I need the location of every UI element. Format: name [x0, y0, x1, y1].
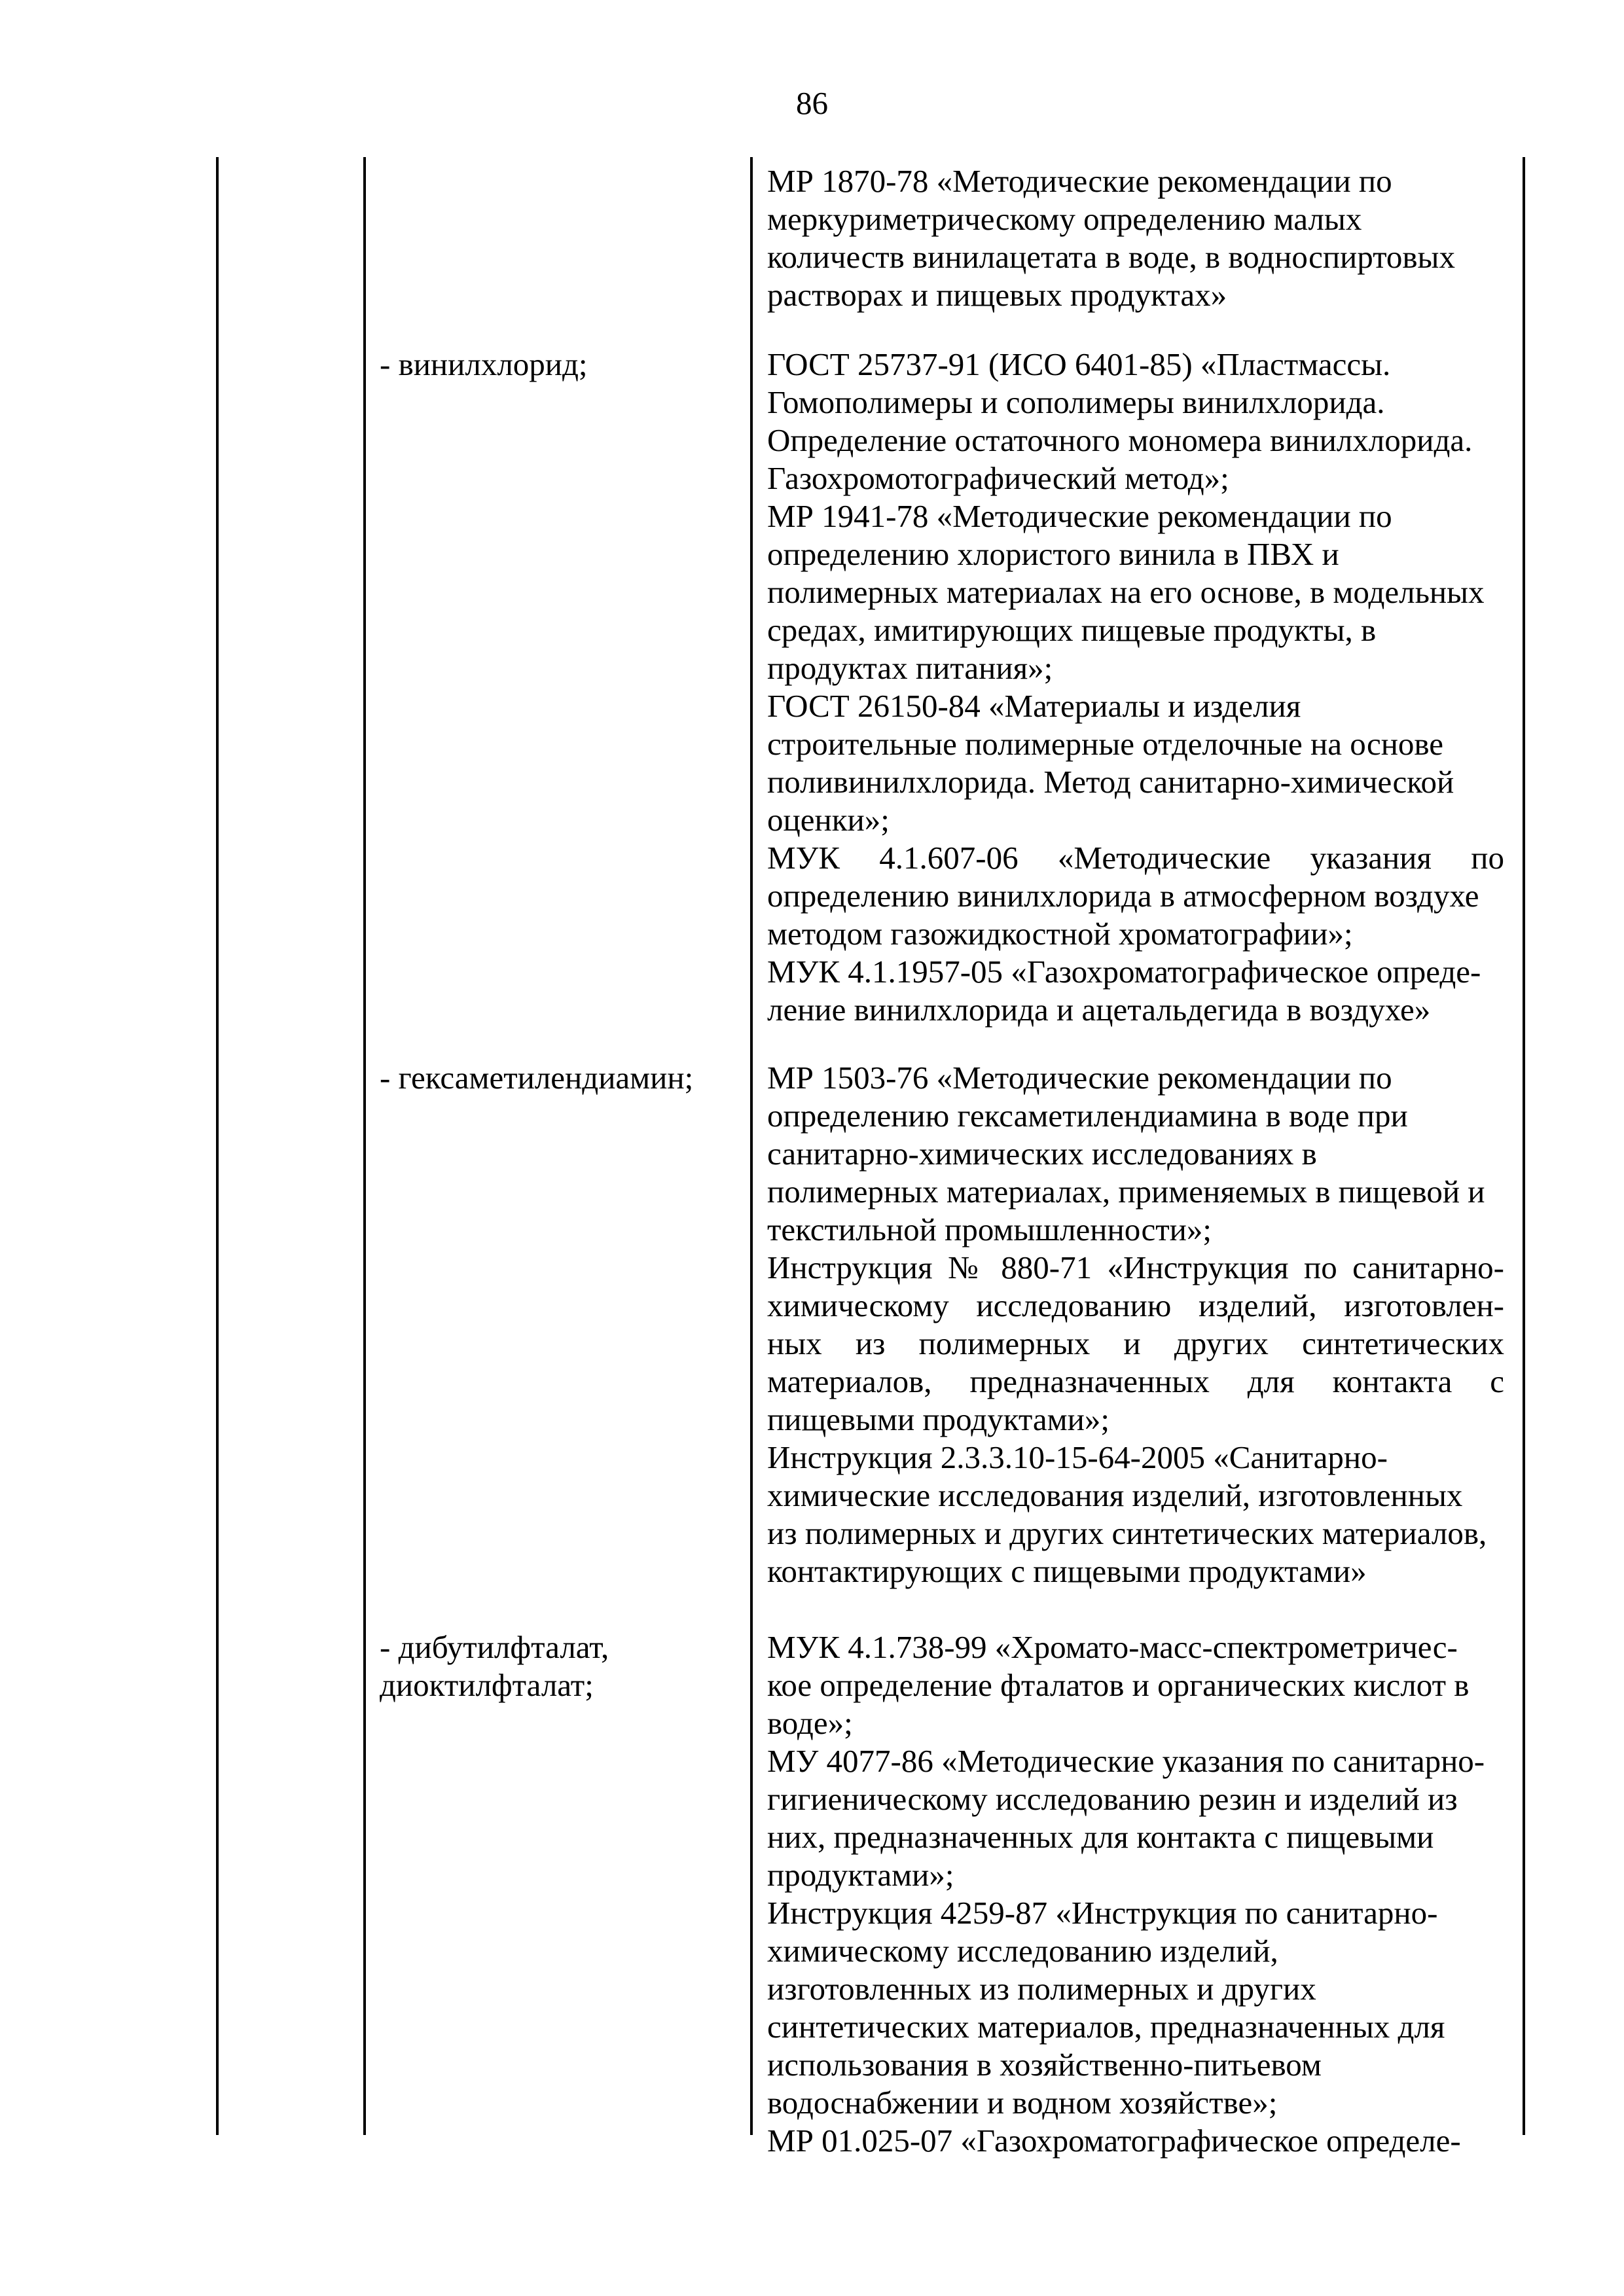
document-text-line: них, предназначенных для контакта с пищевыми [767, 1819, 1434, 1855]
method-documents-cell [767, 346, 1504, 1029]
document-text-line: гигиеническому исследованию резин и изделий из [767, 1781, 1458, 1817]
table-border-left [216, 157, 219, 2135]
document-text-line: Определение остаточного мономера винилхлорида. [767, 422, 1473, 458]
document-text-line: синтетических материалов, предназначенных для [767, 2009, 1445, 2045]
substance-name: - винилхлорид; [380, 346, 588, 382]
document-text-line: строительные полимерные отделочные на основе [767, 726, 1444, 762]
document-text-line: ГОСТ 26150-84 «Материалы и изделия [767, 688, 1301, 724]
document-text-line: МР 1941-78 «Методические рекомендации по [767, 498, 1392, 534]
document-text-line: ГОСТ 25737-91 (ИСО 6401-85) «Пластмассы. [767, 346, 1391, 382]
document-text-line: Инструкция 4259-87 «Инструкция по санитарно- [767, 1895, 1438, 1931]
document-text-line: химическому исследованию изделий, [767, 1933, 1278, 1969]
document-text-line: МУК 4.1.738-99 «Хромато-масс-спектрометричес- [767, 1629, 1458, 1665]
document-text-line: химические исследования изделий, изготовленных [767, 1477, 1463, 1513]
substance-name: - дибутилфталат, [380, 1629, 609, 1665]
document-text-line: определению хлористого винила в ПВХ и [767, 536, 1339, 572]
document-text-line: полимерных материалах на его основе, в модельных [767, 574, 1485, 610]
document-text-line: пищевыми продуктами»; [767, 1401, 1110, 1437]
page-number: 86 [796, 85, 828, 121]
document-text-line: материалов, предназначенных для контакта с [767, 1363, 1504, 1399]
substance-name: диоктилфталат; [380, 1667, 594, 1703]
document-text-line: Гомополимеры и сополимеры винилхлорида. [767, 384, 1385, 420]
document-text-line: меркуриметрическому определению малых [767, 201, 1362, 237]
document-text-line: МР 01.025-07 «Газохроматографическое определе- [767, 2123, 1461, 2159]
document-text-line: поливинилхлорида. Метод санитарно-химической [767, 764, 1454, 800]
method-documents-cell [767, 162, 1504, 314]
table-border-col3 [750, 157, 753, 2135]
method-documents-cell [767, 1628, 1504, 2160]
method-documents-cell [767, 1059, 1504, 1590]
document-text-line: определению гексаметилендиамина в воде при [767, 1098, 1408, 1134]
document-text-line: продуктами»; [767, 1857, 954, 1893]
document-text-line: ных из полимерных и других синтетических [767, 1325, 1504, 1361]
table-border-col2 [363, 157, 366, 2135]
document-text-line: ление винилхлорида и ацетальдегида в воздухе» [767, 992, 1431, 1028]
document-text-line: оценки»; [767, 802, 890, 838]
document-text-line: количеств винилацетата в воде, в водноспиртовых [767, 239, 1455, 275]
document-text-line: изготовленных из полимерных и других [767, 1971, 1316, 2007]
document-text-line: кое определение фталатов и органических кислот в [767, 1667, 1470, 1703]
document-text-line: растворах и пищевых продуктах» [767, 277, 1227, 313]
document-text-line: Инструкция 2.3.3.10-15-64-2005 «Санитарно- [767, 1439, 1388, 1475]
document-text-line: МУК 4.1.607-06 «Методические указания по [767, 840, 1504, 876]
document-text-line: МР 1870-78 «Методические рекомендации по [767, 163, 1392, 199]
document-text-line: использования в хозяйственно-питьевом [767, 2047, 1322, 2083]
document-text-line: из полимерных и других синтетических материалов, [767, 1515, 1487, 1551]
document-text-line: текстильной промышленности»; [767, 1211, 1212, 1247]
substance-cell [380, 1059, 746, 1097]
document-text-line: методом газожидкостной хроматографии»; [767, 916, 1353, 952]
document-text-line: химическому исследованию изделий, изготовлен- [767, 1287, 1504, 1323]
document-text-line: контактирующих с пищевыми продуктами» [767, 1553, 1367, 1589]
document-text-line: определению винилхлорида в атмосферном воздухе [767, 878, 1479, 914]
document-text-line: санитарно-химических исследованиях в [767, 1136, 1317, 1172]
document-text-line: МР 1503-76 «Методические рекомендации по [767, 1060, 1392, 1096]
document-text-line: водоснабжении и водном хозяйстве»; [767, 2085, 1278, 2121]
substance-name: - гексаметилендиамин; [380, 1060, 694, 1096]
substance-cell [380, 1628, 746, 1704]
document-text-line: воде»; [767, 1705, 853, 1741]
document-text-line: Газохромотографический метод»; [767, 460, 1229, 496]
document-text-line: средах, имитирующих пищевые продукты, в [767, 612, 1377, 648]
substance-cell [380, 346, 746, 384]
document-text-line: Инструкция № 880-71 «Инструкция по санитарно- [767, 1249, 1504, 1285]
document-text-line: МУ 4077-86 «Методические указания по санитарно- [767, 1743, 1485, 1779]
document-text-line: полимерных материалах, применяемых в пищевой и [767, 1174, 1485, 1210]
table-border-right [1523, 157, 1525, 2135]
document-text-line: МУК 4.1.1957-05 «Газохроматографическое опреде- [767, 954, 1481, 990]
document-text-line: продуктах питания»; [767, 650, 1053, 686]
